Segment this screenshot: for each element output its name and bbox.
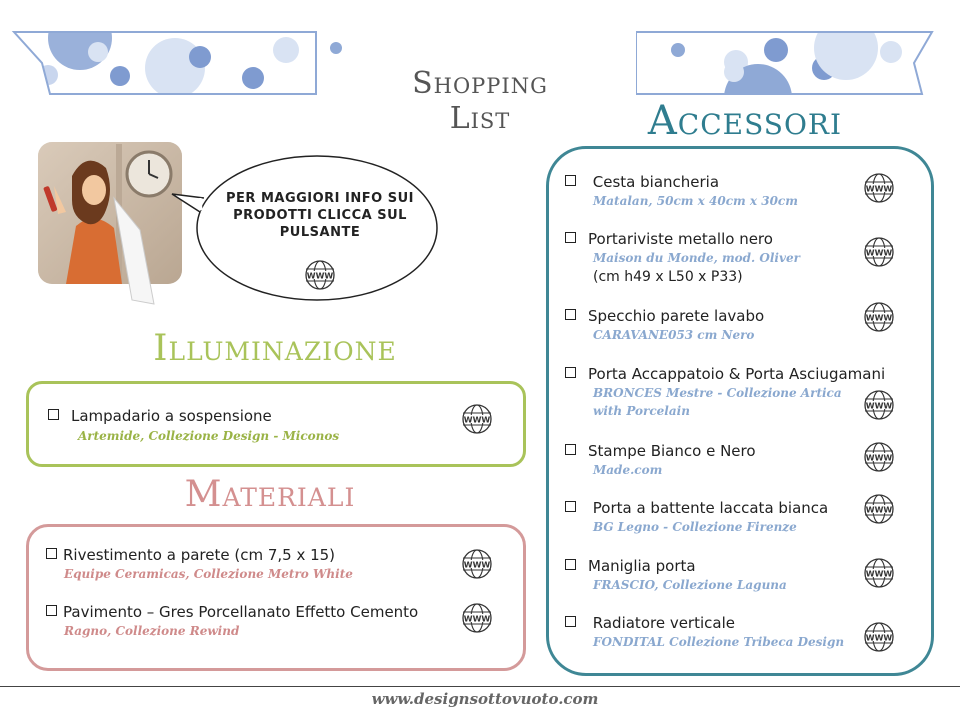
www-text: WWW [463, 415, 491, 425]
www-globe-icon[interactable] [460, 547, 494, 581]
www-globe-icon[interactable] [862, 235, 896, 269]
www-text: WWW [865, 313, 893, 323]
checkbox-icon[interactable] [565, 559, 576, 570]
checkbox-icon[interactable] [565, 232, 576, 243]
footer-website[interactable]: www.designsottovuoto.com [371, 690, 599, 708]
list-item-detail: Equipe Ceramicas, Collezione Metro White [64, 567, 353, 581]
www-globe-icon[interactable] [460, 601, 494, 635]
www-globe-icon[interactable] [303, 258, 337, 292]
checkbox-icon[interactable] [46, 548, 57, 559]
list-item-name: Lampadario a sospensione [48, 407, 272, 425]
www-globe-icon[interactable] [862, 440, 896, 474]
list-item-name: Pavimento – Gres Porcellanato Effetto Cemento [46, 603, 418, 621]
banner-left [0, 0, 320, 100]
list-item-detail: CARAVANE053 cm Nero [593, 328, 755, 342]
list-item-extra: (cm h49 x L50 x P33) [593, 269, 743, 285]
banner-right [636, 0, 936, 100]
www-text: WWW [865, 401, 893, 411]
checkbox-icon[interactable] [565, 175, 576, 186]
checkbox-icon[interactable] [565, 501, 576, 512]
www-text: WWW [306, 271, 334, 281]
www-text: WWW [463, 560, 491, 570]
list-item-detail: Ragno, Collezione Rewind [64, 624, 240, 638]
list-item-detail-continued: with Porcelain [593, 404, 690, 418]
footer-divider [0, 686, 960, 687]
accessori-heading: Accessori [647, 98, 843, 144]
checkbox-icon[interactable] [46, 605, 57, 616]
woman-illustration [36, 140, 186, 310]
bubble-text: PER MAGGIORI INFO SUI PRODOTTI CLICCA SUL PULSANTE [226, 191, 414, 240]
www-text: WWW [865, 633, 893, 643]
checkbox-icon[interactable] [565, 444, 576, 455]
www-globe-icon[interactable] [862, 388, 896, 422]
www-text: WWW [865, 453, 893, 463]
list-item-name: Rivestimento a parete (cm 7,5 x 15) [46, 546, 335, 564]
checkbox-icon[interactable] [565, 309, 576, 320]
list-item-name: Portariviste metallo nero [565, 230, 773, 248]
www-globe-icon[interactable] [862, 492, 896, 526]
www-text: WWW [865, 569, 893, 579]
checkbox-icon[interactable] [565, 616, 576, 627]
list-item-detail: FONDITAL Collezione Tribeca Design [593, 635, 845, 649]
list-item-name: Porta Accappatoio & Porta Asciugamani [565, 365, 885, 383]
checkbox-icon[interactable] [565, 367, 576, 378]
www-globe-icon[interactable] [862, 300, 896, 334]
list-item-detail: Made.com [593, 463, 663, 477]
www-globe-icon[interactable] [460, 402, 494, 436]
list-item-name: Radiatore verticale [565, 614, 735, 632]
list-item-name: Maniglia porta [565, 557, 696, 575]
www-globe-icon[interactable] [862, 620, 896, 654]
www-text: WWW [865, 505, 893, 515]
www-globe-icon[interactable] [862, 556, 896, 590]
www-text: WWW [865, 248, 893, 258]
list-item-detail: Matalan, 50cm x 40cm x 30cm [593, 194, 798, 208]
list-item-detail: FRASCIO, Collezione Laguna [593, 578, 787, 592]
list-item-detail: Maison du Monde, mod. Oliver [593, 251, 800, 265]
list-item-detail: BG Legno - Collezione Firenze [593, 520, 797, 534]
list-item-name: Porta a battente laccata bianca [565, 499, 828, 517]
list-item-name: Cesta biancheria [565, 173, 719, 191]
list-item-detail: Artemide, Collezione Design - Miconos [78, 429, 340, 443]
www-text: WWW [463, 614, 491, 624]
www-text: WWW [865, 184, 893, 194]
list-item-detail: BRONCES Mestre - Collezione Artica [593, 386, 842, 400]
illuminazione-heading: Illuminazione [153, 328, 397, 369]
banner-dot [330, 42, 342, 54]
materiali-heading: Materiali [184, 474, 356, 515]
list-item-name: Specchio parete lavabo [565, 307, 764, 325]
www-globe-icon[interactable] [862, 171, 896, 205]
checkbox-icon[interactable] [48, 409, 59, 420]
list-item-name: Stampe Bianco e Nero [565, 442, 756, 460]
page-title: Shopping List [412, 66, 548, 136]
